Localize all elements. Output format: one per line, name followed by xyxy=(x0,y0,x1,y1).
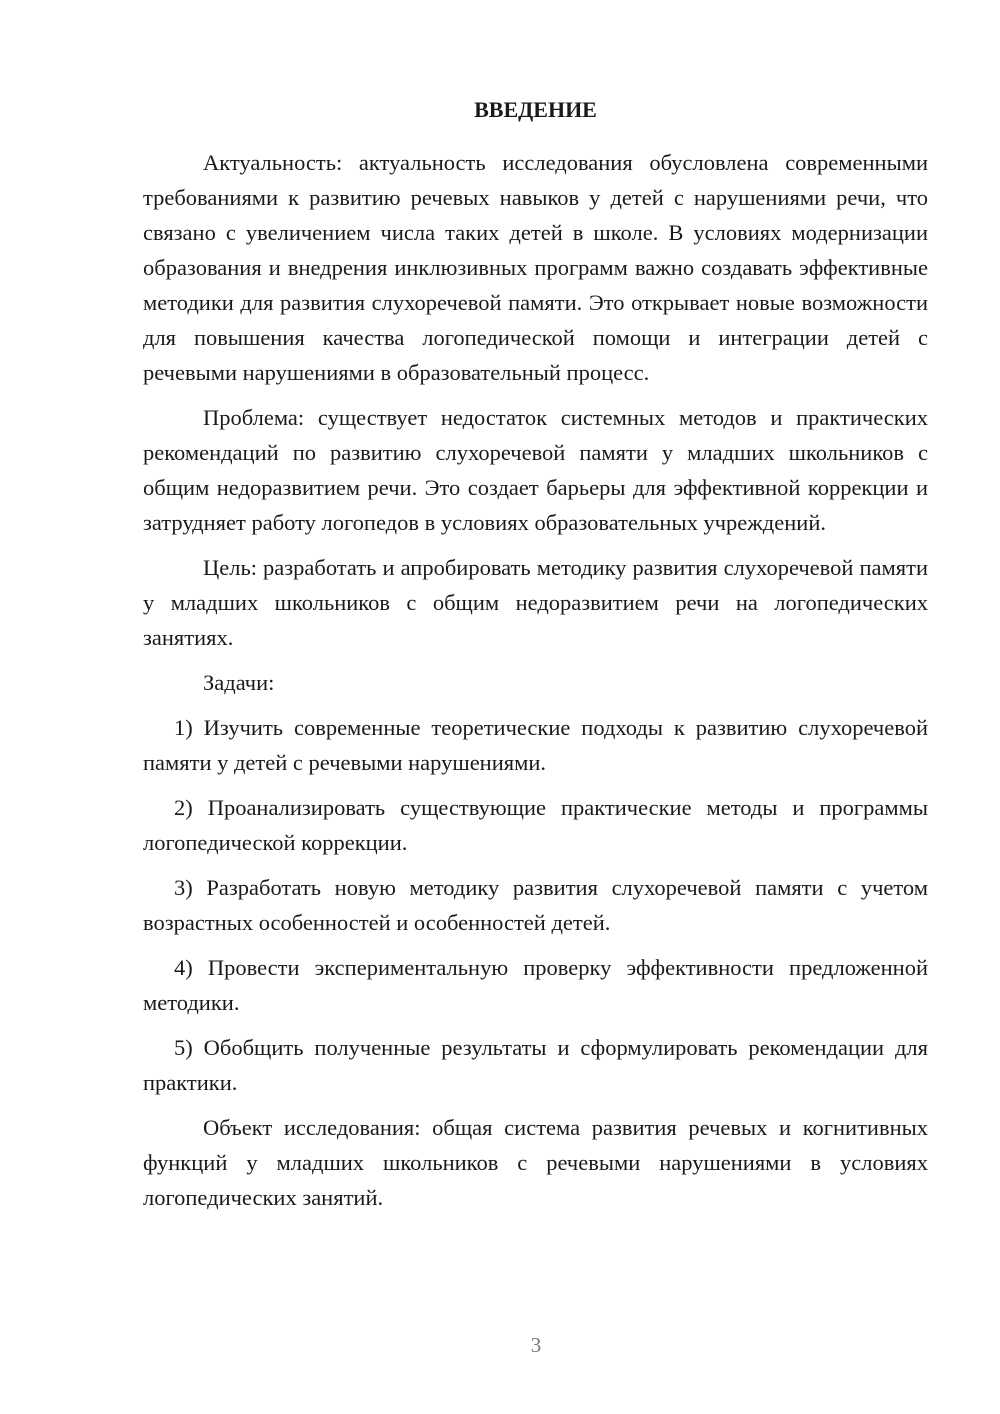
problem-paragraph: Проблема: существует недостаток системных методов и практических рекомендаций по развитию слухоречевой памяти у младших школьников с общим недоразвитием речи. Это создает барьеры для эффективной коррекции и затрудняет работу логопедов в условиях образовательных учреждений. xyxy=(143,405,928,535)
tasks-list xyxy=(143,710,928,1100)
task-item: 5) Обобщить полученные результаты и сформулировать рекомендации для практики. xyxy=(143,1035,928,1095)
relevance-paragraph: Актуальность: актуальность исследования обусловлена современными требованиями к развитию речевых навыков у детей с нарушениями речи, что связано с увеличением числа таких детей в школе. В условиях модернизации образования и внедрения инклюзивных программ важно создавать эффективные методики для развития слухоречевой памяти. Это открывает новые возможности для повышения качества логопедической помощи и интеграции детей с речевыми нарушениями в образовательный процесс. xyxy=(143,150,928,385)
task-item: 3) Разработать новую методику развития слухоречевой памяти с учетом возрастных особенностей и особенностей детей. xyxy=(143,875,928,935)
goal-paragraph: Цель: разработать и апробировать методику развития слухоречевой памяти у младших школьников с общим недоразвитием речи на логопедических занятиях. xyxy=(143,555,928,650)
task-item: 4) Провести экспериментальную проверку эффективности предложенной методики. xyxy=(143,955,928,1015)
tasks-heading: Задачи: xyxy=(203,670,275,695)
object-paragraph: Объект исследования: общая система развития речевых и когнитивных функций у младших школьников с речевыми нарушениями в условиях логопедических занятий. xyxy=(143,1115,928,1210)
page-title: ВВЕДЕНИЕ xyxy=(474,97,597,122)
task-item: 1) Изучить современные теоретические подходы к развитию слухоречевой памяти у детей с речевыми нарушениями. xyxy=(143,715,928,775)
document-page xyxy=(143,92,928,1225)
page-number: 3 xyxy=(530,1333,542,1357)
task-item: 2) Проанализировать существующие практические методы и программы логопедической коррекции. xyxy=(143,795,928,855)
